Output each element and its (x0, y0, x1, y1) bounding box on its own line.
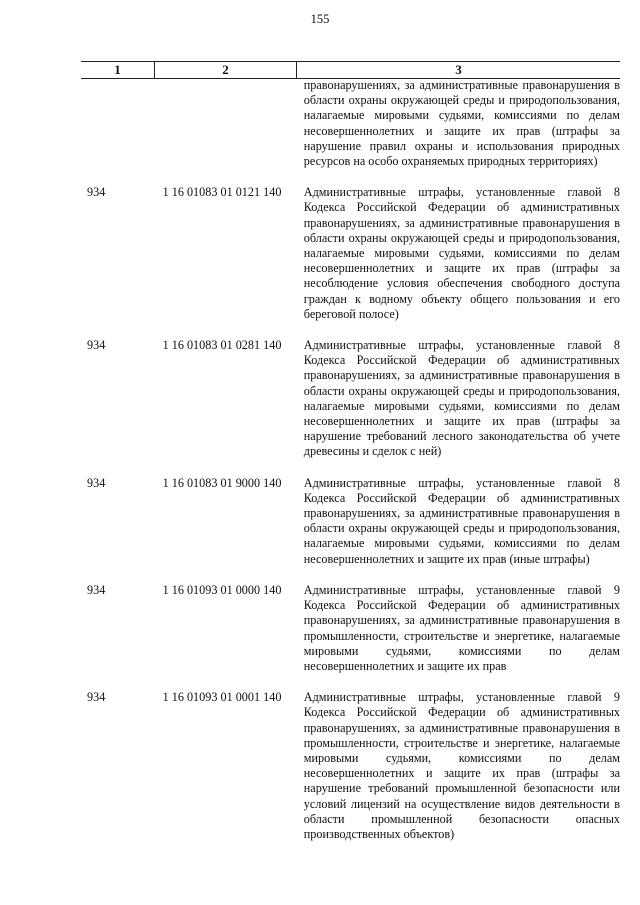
page-number: 155 (310, 12, 330, 26)
kbk-cell: 1 16 01093 01 0000 140 (162, 582, 282, 597)
kbk-cell: 1 16 01083 01 9000 140 (162, 475, 282, 490)
description-cell: правонарушениях, за административные правонарушения в области охраны окружающей среды и природопользования, налагаемые мировыми судьями, комиссиями по делам несовершеннолетних и защите их прав (штрафы за нарушение правил охраны и использования природных ресурсов на особо охраняемых природных территориях) (303, 78, 620, 169)
table-row (81, 583, 620, 674)
table-row (81, 338, 620, 460)
header-col-3: 3 (455, 62, 462, 77)
code-cell: 934 (87, 475, 106, 490)
description-cell: Административные штрафы, установленные главой 8 Кодекса Российской Федерации об административных правонарушениях, за административные правонарушения в области охраны окружающей среды и природопользования, налагаемые мировыми судьями, комиссиями по делам несовершеннолетних и защите их прав (штрафы за несоблюдение условия обеспечения свободного доступа граждан к водному объекту общего пользования и его береговой полосе) (303, 185, 620, 321)
description-cell: Административные штрафы, установленные главой 8 Кодекса Российской Федерации об административных правонарушениях, за административные правонарушения в области охраны окружающей среды и природопользования, налагаемые мировыми судьями, комиссиями по делам несовершеннолетних и защите их прав (штрафы за нарушение требований лесного законодательства об учете древесины и сделок с ней) (303, 338, 620, 459)
header-col-1: 1 (81, 62, 155, 78)
table-row (81, 185, 620, 322)
kbk-cell: 1 16 01093 01 0001 140 (162, 690, 282, 705)
table-row-continuation (81, 78, 620, 169)
code-cell: 934 (87, 185, 106, 200)
table-body (81, 78, 620, 842)
code-cell: 934 (87, 338, 106, 353)
header-col-2: 2 (155, 62, 297, 78)
description-cell: Административные штрафы, установленные главой 8 Кодекса Российской Федерации об административных правонарушениях, за административные правонарушения в области охраны окружающей среды и природопользования, налагаемые мировыми судьями, комиссиями по делам несовершеннолетних и защите их прав (иные штрафы) (303, 475, 620, 566)
code-cell: 934 (87, 690, 106, 705)
description-cell: Административные штрафы, установленные главой 9 Кодекса Российской Федерации об административных правонарушениях, за административные правонарушения в промышленности, строительстве и энергетике, налагаемые мировыми судьями, комиссиями по делам несовершеннолетних и защите их прав (303, 582, 620, 673)
code-cell (81, 78, 163, 169)
table-row (81, 690, 620, 842)
table-header (81, 61, 620, 79)
description-cell: Административные штрафы, установленные главой 9 Кодекса Российской Федерации об административных правонарушениях, за административные правонарушения в промышленности, строительстве и энергетике, налагаемые мировыми судьями, комиссиями по делам несовершеннолетних и защите их прав (штрафы за нарушение требований промышленной безопасности или условий лицензий на осуществление видов деятельности в области промышленной безопасности опасных производственных объектов) (303, 690, 620, 841)
table-row (81, 476, 620, 567)
kbk-cell: 1 16 01083 01 0121 140 (162, 185, 282, 200)
code-cell: 934 (87, 582, 106, 597)
kbk-cell: 1 16 01083 01 0281 140 (162, 338, 282, 353)
kbk-cell (163, 78, 304, 169)
